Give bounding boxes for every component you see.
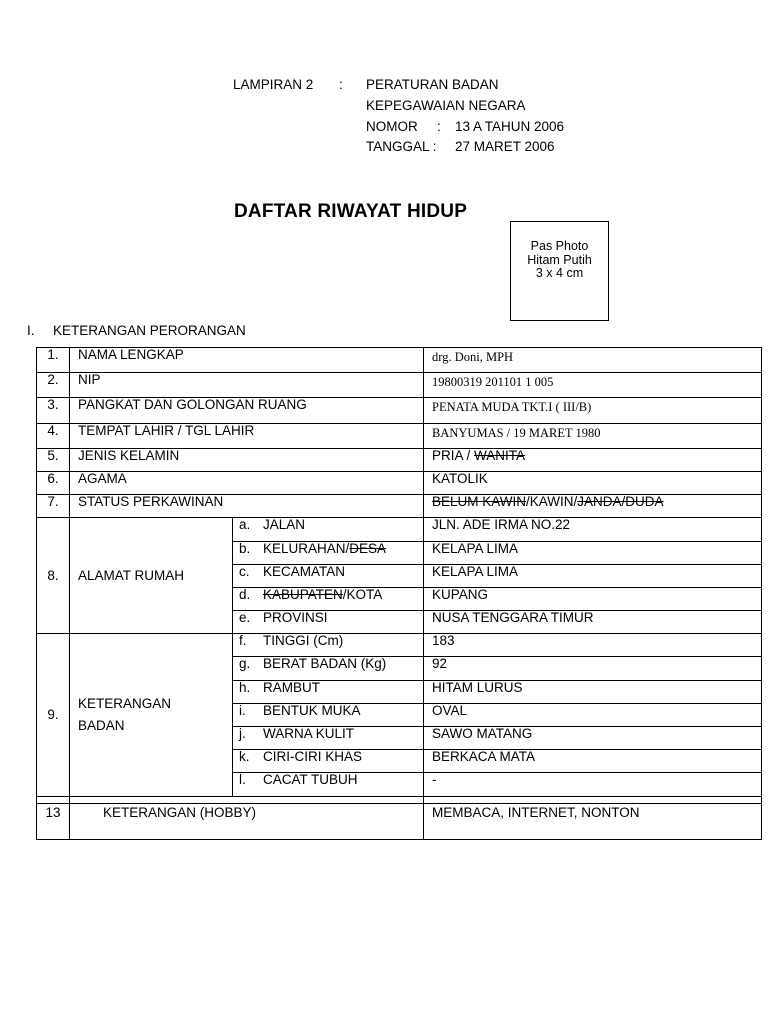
sub-label <box>233 611 424 634</box>
photo-line-2: Hitam Putih <box>527 252 592 267</box>
sub-label-text: TINGGI (Cm) <box>263 633 344 649</box>
value-pria: PRIA / <box>432 448 475 463</box>
row-value: BANYUMAS / 19 MARET 1980 <box>424 423 762 448</box>
row-number: 7. <box>37 495 70 518</box>
tanggal-label: TANGGAL : <box>366 139 437 154</box>
photo-placeholder <box>510 221 609 321</box>
sub-label-text: PROVINSI <box>263 610 328 626</box>
sub-value: HITAM LURUS <box>424 680 762 703</box>
nomor-label: NOMOR <box>366 119 418 134</box>
row-label: AGAMA <box>70 471 424 494</box>
sub-label-text: KECAMATAN <box>263 564 346 579</box>
row-label: TEMPAT LAHIR / TGL LAHIR <box>70 423 424 448</box>
sub-label <box>233 703 424 726</box>
sub-letter: c. <box>239 564 250 579</box>
hobby-number: 13 <box>37 803 70 839</box>
sub-label-text: JALAN <box>263 517 306 533</box>
sub-letter: e. <box>239 610 251 626</box>
sub-label <box>233 657 424 680</box>
table-row <box>37 348 762 373</box>
table-row <box>37 423 762 448</box>
sub-label-text: CIRI-CIRI KHAS <box>263 749 363 765</box>
table-row <box>37 398 762 423</box>
nomor-colon: : <box>437 119 441 134</box>
table-row <box>37 373 762 398</box>
sub-value: KUPANG <box>424 587 762 610</box>
badan-label-line-1: KETERANGAN <box>78 695 172 711</box>
document-title: DAFTAR RIWAYAT HIDUP <box>234 201 468 222</box>
nomor-value: 13 A TAHUN 2006 <box>455 119 565 134</box>
lampiran-colon: : <box>339 77 343 92</box>
sub-label-text: BENTUK MUKA <box>263 703 361 718</box>
tanggal-value: 27 MARET 2006 <box>455 139 555 154</box>
row-label: NAMA LENGKAP <box>70 348 424 373</box>
sub-value: JLN. ADE IRMA NO.22 <box>424 518 762 541</box>
badan-label-line-2: BADAN <box>78 717 125 733</box>
sub-value: 183 <box>424 634 762 657</box>
sub-letter: i. <box>239 703 246 718</box>
hobby-value: MEMBACA, INTERNET, NONTON <box>424 803 762 839</box>
gap-cell <box>37 796 70 803</box>
table-row <box>37 518 762 541</box>
sub-letter: b. <box>239 541 251 556</box>
sub-label-text: /KOTA <box>342 587 383 602</box>
section-title: KETERANGAN PERORANGAN <box>53 323 246 338</box>
sub-label-text: KELURAHAN/ <box>263 541 350 556</box>
sub-letter: a. <box>239 517 251 533</box>
table-row <box>37 495 762 518</box>
sub-label-text: RAMBUT <box>263 680 320 695</box>
table-gap <box>37 796 762 803</box>
lampiran-label: LAMPIRAN 2 <box>233 77 314 92</box>
sub-letter: k. <box>239 749 250 765</box>
sub-label-struck: DESA <box>349 541 387 556</box>
row-value <box>424 448 762 471</box>
sub-value: KELAPA LIMA <box>424 564 762 587</box>
value-janda-duda-struck: JANDA/DUDA <box>577 494 664 510</box>
gap-cell <box>70 796 424 803</box>
sub-label-text: BERAT BADAN (Kg) <box>263 656 387 672</box>
row-number: 3. <box>37 398 70 423</box>
sub-letter: l. <box>239 772 246 788</box>
row-label: STATUS PERKAWINAN <box>70 495 424 518</box>
regulation-line-2: KEPEGAWAIAN NEGARA <box>366 98 526 113</box>
sub-value: BERKACA MATA <box>424 750 762 773</box>
sub-value: OVAL <box>424 703 762 726</box>
hobby-label: KETERANGAN (HOBBY) <box>70 803 424 839</box>
table-row <box>37 448 762 471</box>
sub-value: KELAPA LIMA <box>424 541 762 564</box>
alamat-number: 8. <box>37 518 70 634</box>
sub-label <box>233 541 424 564</box>
row-value: 19800319 201101 1 005 <box>424 373 762 398</box>
badan-label <box>70 634 233 796</box>
photo-line-3: 3 x 4 cm <box>535 266 584 280</box>
row-number: 1. <box>37 348 70 373</box>
alamat-label: ALAMAT RUMAH <box>70 518 233 634</box>
row-number: 6. <box>37 471 70 494</box>
sub-value: NUSA TENGGARA TIMUR <box>424 611 762 634</box>
sub-letter: g. <box>239 656 251 672</box>
table-row <box>37 471 762 494</box>
sub-label <box>233 773 424 796</box>
sub-label <box>233 634 424 657</box>
sub-label <box>233 518 424 541</box>
row-number: 4. <box>37 423 70 448</box>
sub-label <box>233 680 424 703</box>
row-number: 5. <box>37 448 70 471</box>
sub-letter: j. <box>239 726 246 741</box>
row-label: PANGKAT DAN GOLONGAN RUANG <box>70 398 424 423</box>
sub-letter: h. <box>239 680 251 695</box>
gap-cell <box>424 796 762 803</box>
sub-label <box>233 564 424 587</box>
row-label: JENIS KELAMIN <box>70 448 424 471</box>
sub-label-text: CACAT TUBUH <box>263 772 358 788</box>
sub-value: - <box>424 773 762 796</box>
sub-label-text: WARNA KULIT <box>263 726 355 741</box>
row-label: NIP <box>70 373 424 398</box>
sub-letter: f. <box>239 633 247 649</box>
sub-label <box>233 750 424 773</box>
sub-label <box>233 727 424 750</box>
badan-number: 9. <box>37 634 70 796</box>
row-value <box>424 495 762 518</box>
section-number: I. <box>27 323 35 338</box>
row-value: drg. Doni, MPH <box>424 348 762 373</box>
biodata-table <box>36 347 762 840</box>
sub-value: SAWO MATANG <box>424 727 762 750</box>
sub-letter: d. <box>239 587 251 602</box>
photo-line-1: Pas Photo <box>530 239 589 253</box>
value-belum-kawin-struck: BELUM KAWIN <box>432 494 527 510</box>
row-value: PENATA MUDA TKT.I ( III/B) <box>424 398 762 423</box>
sub-value: 92 <box>424 657 762 680</box>
value-wanita-struck: WANITA <box>474 448 526 463</box>
sub-label-struck: KABUPATEN <box>263 587 343 602</box>
row-number: 2. <box>37 373 70 398</box>
row-value: KATOLIK <box>424 471 762 494</box>
table-row <box>37 803 762 839</box>
value-kawin: /KAWIN/ <box>526 494 578 510</box>
sub-label <box>233 587 424 610</box>
regulation-line-1: PERATURAN BADAN <box>366 77 499 92</box>
table-row <box>37 634 762 657</box>
